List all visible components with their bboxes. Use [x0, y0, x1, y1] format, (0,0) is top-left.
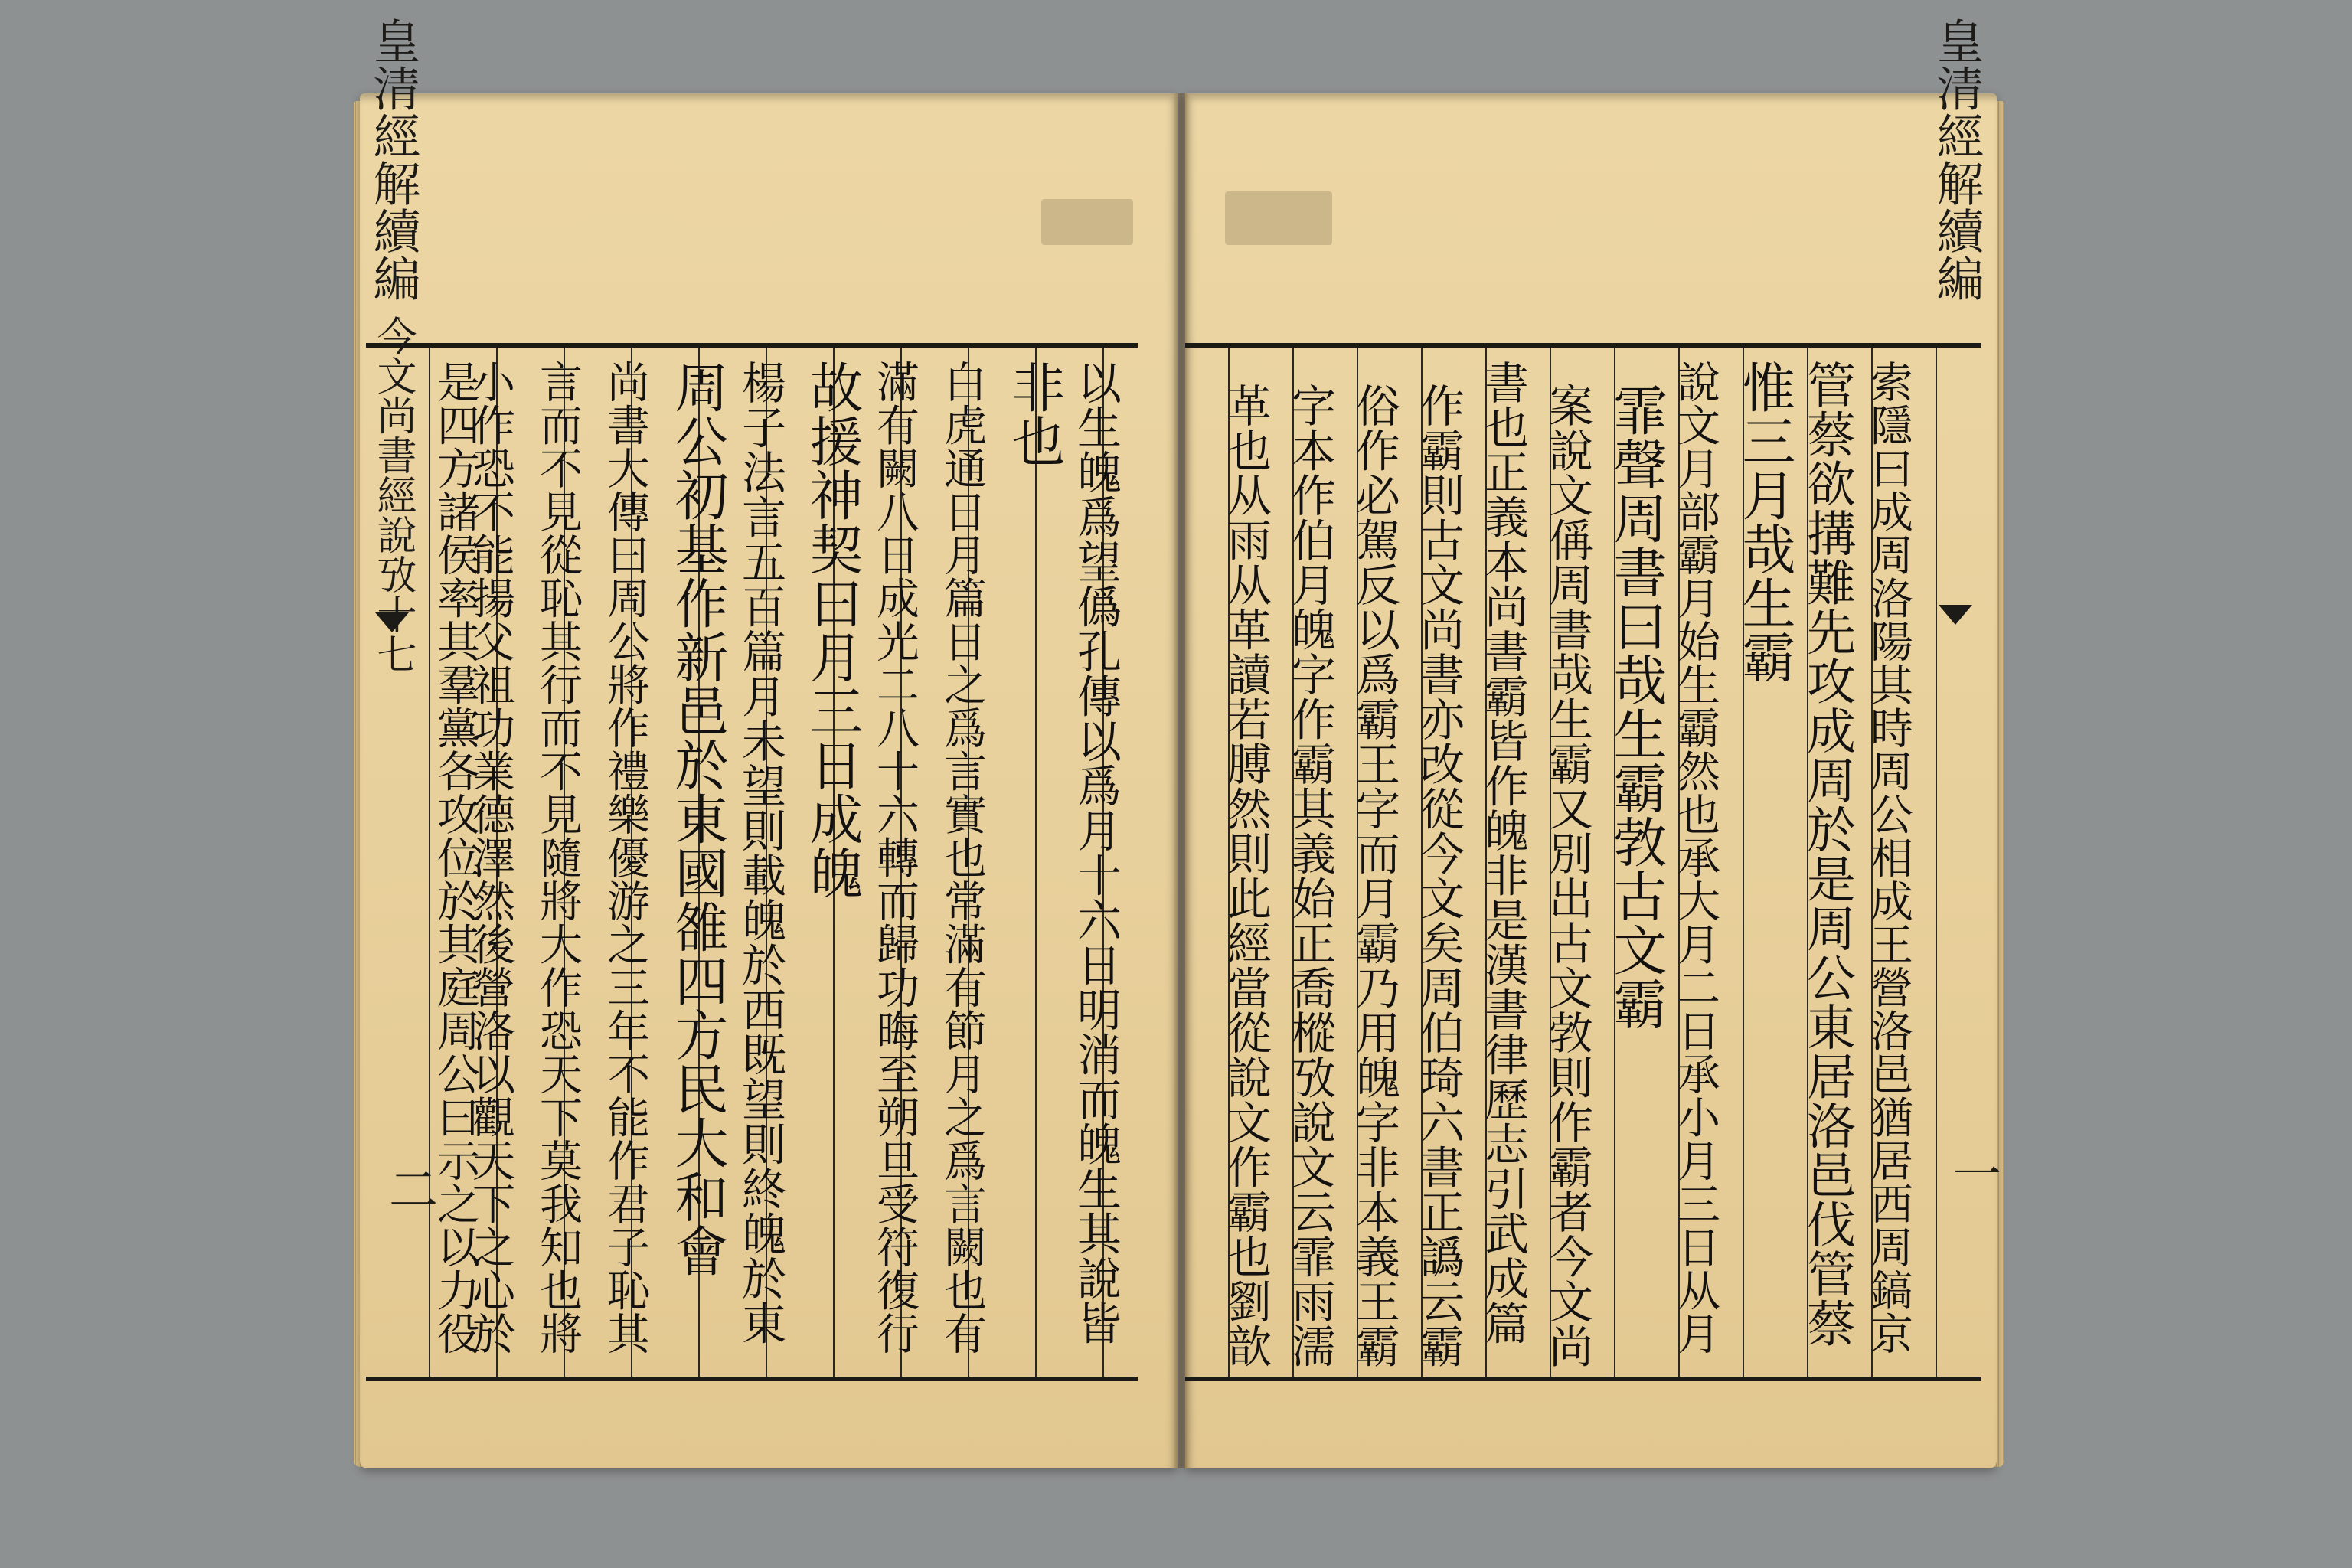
text-column: 言而不見從恥其行而不見隨將大作恐天下莫我知也將: [533, 360, 583, 1355]
text-column: 管蔡欲搆難先攻成周於是周公東居洛邑伐管蔡: [1798, 360, 1855, 1348]
text-column: 霏聲周書曰哉生霸㪍古文霸: [1605, 383, 1668, 1031]
text-column: 說文月部霸月始生霸然也承大月二日承小月三日从月: [1671, 360, 1720, 1355]
left-margin-subtitle: 今文尚書經說攷十七: [370, 315, 416, 674]
fish-tail-marker-icon: [1939, 605, 1972, 625]
left-margin-title: 皇清經解續編今文尚書經說攷十七: [365, 17, 421, 674]
right-margin-title: 皇清經解續編: [1929, 17, 1984, 302]
text-column: 尚書大傳曰周公將作禮樂優游之三年不能作君子恥其: [600, 360, 650, 1355]
left-page-number: 二: [381, 1164, 437, 1213]
ink-bleed: [1041, 199, 1133, 245]
text-column: 俗作必駕反以爲霸王字而月霸乃用魄字非本義王霸: [1348, 383, 1400, 1368]
right-page-number: 一: [1944, 1148, 2001, 1197]
text-column: 小作恐不能揚父祖功業德澤然後營洛以觀天下之心於: [466, 360, 515, 1355]
text-column: 非也: [1003, 360, 1066, 468]
text-column: 惟三月哉生霸: [1733, 360, 1796, 684]
text-column: 楊子法言五百篇月未望則載魄於西既望則終魄於東: [734, 360, 786, 1345]
text-column: 革也从雨从革讀若膊然則此經當從說文作霸也劉歆: [1220, 383, 1272, 1368]
text-column: 滿有闕八日成光二八十六轉而歸功晦至朔旦受符復行: [870, 360, 920, 1355]
text-column: 字本作伯月魄字作霸其義始正喬樅攷說文云霏雨濡: [1284, 383, 1336, 1368]
text-column: 白虎通日月篇日之爲言實也常滿有節月之爲言闕也有: [937, 360, 987, 1355]
text-column: 是四方諸侯率其羣黨各攻位於其庭周公曰示之以力役: [430, 360, 480, 1355]
ink-bleed: [1225, 191, 1332, 245]
text-column: 周公初基作新邑於東國雒四方民大和會: [666, 360, 729, 1278]
fish-tail-marker-icon: [375, 612, 409, 632]
text-column: 書也正義本尚書霸皆作魄非是漢書律歷志引武成篇: [1477, 360, 1529, 1345]
text-column: 故援神契曰月三日成魄: [801, 360, 864, 900]
text-column: 以生魄爲望僞孔傳以爲月十六日明消而魄生其說皆: [1070, 360, 1122, 1345]
text-column: 索隱曰成周洛陽其時周公相成王營洛邑猶居西周鎬京: [1864, 360, 1913, 1355]
text-column: 案說文偁周書哉生霸又別出古文㪍則作霸者今文尚: [1541, 383, 1593, 1368]
text-column: 作霸則古文尚書亦改從今文矣周伯琦六書正譌云霸: [1413, 383, 1465, 1368]
